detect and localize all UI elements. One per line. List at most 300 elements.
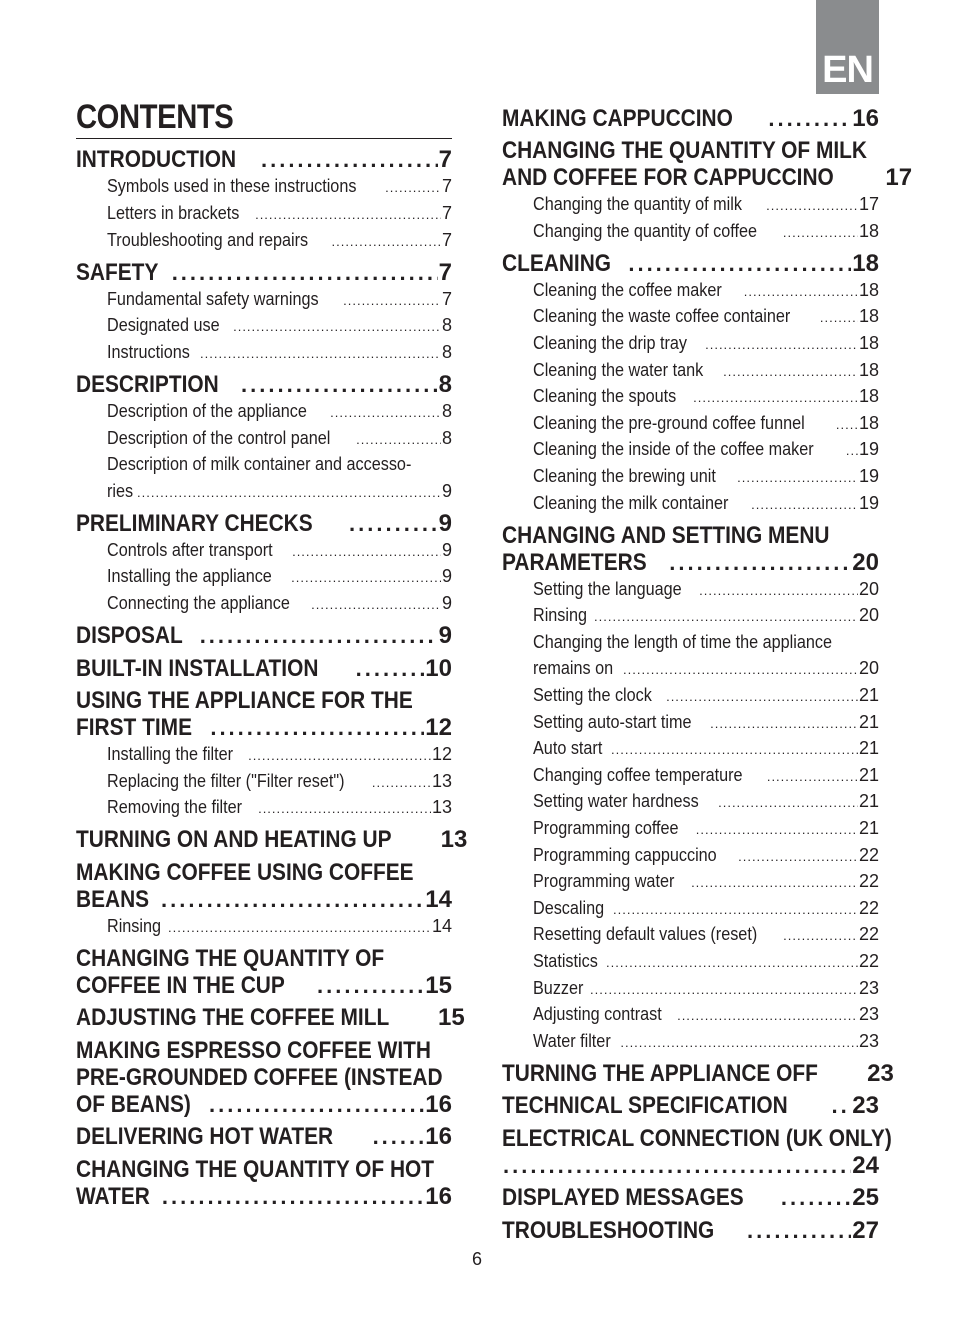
dot-leader: [666, 684, 858, 711]
toc-entry-line: [502, 137, 879, 164]
toc-entry-label: MAKING COFFEE USING COFFEE: [76, 858, 414, 886]
toc-page-number: 13: [440, 826, 468, 854]
toc-entry-line: [107, 451, 452, 478]
toc-entry-label: Setting the language: [533, 578, 682, 599]
toc-section: [502, 105, 879, 132]
toc-subsection: [502, 868, 879, 895]
toc-page-number: 18: [858, 306, 879, 327]
toc-entry-label: Description of the appliance: [107, 401, 307, 422]
toc-subsection: [502, 330, 879, 357]
toc-entry-label: Installing the filter: [107, 744, 234, 765]
dot-leader: [737, 465, 858, 492]
toc-page-number: 18: [858, 279, 879, 300]
dot-leader: [820, 305, 858, 332]
dot-leader: [311, 592, 441, 619]
toc-entry-line: [533, 490, 879, 517]
dot-leader: [233, 314, 441, 341]
toc-entry-label: Setting the clock: [533, 685, 652, 706]
dot-leader: [503, 1152, 851, 1179]
toc-entry-line: [533, 383, 879, 410]
toc-page-number: 16: [425, 1182, 452, 1210]
toc-subsection: [502, 815, 879, 842]
toc-entry-line: [533, 762, 879, 789]
toc-section: [76, 622, 452, 649]
toc-page-number: 27: [852, 1217, 879, 1244]
toc-entry-label: Symbols used in these instructions: [107, 176, 357, 197]
toc-page-number: 7: [441, 229, 452, 250]
toc-entry-label: Designated use: [107, 315, 220, 336]
dot-leader: [710, 711, 858, 738]
toc-entry-line: [107, 590, 452, 617]
toc-entry-line: [533, 735, 879, 762]
toc-section: [76, 1123, 452, 1150]
dot-leader: [744, 279, 858, 306]
toc-entry-line: [107, 312, 452, 339]
dot-leader: [705, 332, 858, 359]
toc-entry-label: Cleaning the brewing unit: [533, 465, 716, 486]
toc-page-number: 7: [441, 203, 452, 224]
toc-subsection: [502, 357, 879, 384]
dot-leader: [356, 655, 425, 682]
toc-entry-line: [533, 277, 879, 304]
dot-leader: [200, 622, 438, 649]
dot-leader: [693, 385, 858, 412]
toc-entry-label: Instructions: [107, 341, 190, 362]
toc-entry-line: [502, 1059, 894, 1087]
dot-leader: [723, 359, 858, 386]
dot-leader: [373, 1123, 425, 1150]
toc-left-column: [76, 141, 468, 1210]
toc-entry-label: DISPLAYED MESSAGES: [502, 1184, 744, 1212]
toc-page-number: 21: [858, 818, 879, 838]
toc-subsection: [502, 682, 879, 709]
toc-entry-label: CHANGING AND SETTING MENU: [502, 521, 830, 549]
dot-leader: [699, 578, 858, 605]
toc-page-number: 24: [852, 1151, 879, 1179]
dot-leader: [623, 657, 858, 684]
toc-page-number: 9: [441, 593, 452, 614]
toc-entry-line: [502, 250, 879, 277]
toc-entry-label: Descaling: [533, 897, 605, 918]
toc-entry-line: [502, 1092, 879, 1119]
toc-subsection: [502, 303, 879, 330]
toc-entry-label: COFFEE IN THE CUP: [76, 971, 285, 999]
toc-entry-line: [502, 1184, 879, 1211]
toc-page-number: 23: [858, 977, 879, 998]
toc-entry-label: BEANS: [76, 885, 150, 913]
dot-leader: [613, 897, 858, 924]
title-rule: [76, 138, 452, 139]
toc-entry-line: [107, 286, 452, 313]
toc-page-number: 7: [441, 176, 452, 197]
toc-entry-label: FIRST TIME: [76, 714, 192, 742]
toc-page-number: 15: [425, 971, 452, 999]
toc-entry-label: Rinsing: [533, 605, 588, 626]
toc-section: [502, 1092, 879, 1119]
dot-leader: [168, 915, 431, 942]
toc-entry-label: DISPOSAL: [76, 622, 183, 650]
toc-subsection: [76, 741, 452, 768]
toc-page-number: 18: [858, 359, 879, 380]
toc-page-number: 20: [852, 548, 879, 576]
toc-entry-line: [533, 948, 879, 975]
toc-entry-line: [76, 622, 452, 649]
toc-page-number: 16: [425, 1090, 452, 1118]
toc-entry-line: [107, 537, 452, 564]
toc-entry-label: USING THE APPLIANCE FOR THE: [76, 687, 413, 715]
toc-section: [502, 1184, 879, 1211]
toc-entry-label: Cleaning the spouts: [533, 386, 677, 407]
toc-entry-label: Programming coffee: [533, 818, 679, 838]
toc-page-number: 7: [441, 288, 452, 309]
toc-entry-label: Adjusting contrast: [533, 1004, 662, 1025]
dot-leader: [747, 1217, 851, 1244]
toc-section: [502, 1217, 879, 1244]
toc-entry-label: ries: [107, 480, 134, 501]
toc-subsection: [502, 383, 879, 410]
toc-entry-line: [533, 655, 879, 682]
toc-subsection: [76, 339, 452, 366]
page-title: CONTENTS: [76, 98, 234, 136]
dot-leader: [831, 1092, 851, 1119]
toc-entry-line: [533, 868, 879, 895]
toc-page-number: 22: [858, 844, 879, 865]
toc-entry-line: [107, 398, 452, 425]
dot-leader: [696, 817, 858, 844]
toc-page-number: 9: [438, 622, 452, 650]
toc-page-number: 17: [885, 164, 913, 192]
toc-entry-label: Changing the length of time the appliance: [533, 631, 833, 652]
toc-entry-line: [76, 1004, 465, 1032]
toc-section: [76, 655, 452, 682]
toc-entry-line: [533, 218, 879, 245]
toc-entry-line: [533, 1028, 879, 1055]
toc-section: [76, 1037, 452, 1118]
toc-entry-label: Cleaning the inside of the coffee maker: [533, 439, 814, 460]
toc-page-number: 21: [858, 711, 879, 732]
toc-page-number: 22: [858, 950, 879, 971]
toc-entry-line: [76, 1064, 452, 1091]
toc-entry-label: OF BEANS): [76, 1090, 191, 1118]
toc-page-number: 17: [858, 194, 879, 215]
toc-page-number: 21: [858, 738, 879, 759]
toc-subsection: [502, 576, 879, 603]
toc-entry-label: ELECTRICAL CONNECTION (UK ONLY): [502, 1124, 892, 1152]
toc-entry-line: [76, 1183, 452, 1210]
toc-subsection: [502, 463, 879, 490]
dot-leader: [261, 146, 438, 173]
toc-entry-label: WATER: [76, 1182, 150, 1210]
toc-entry-line: [502, 549, 879, 576]
toc-entry-line: [107, 563, 452, 590]
toc-entry-label: TROUBLESHOOTING: [502, 1217, 715, 1244]
toc-section: [76, 510, 452, 537]
dot-leader: [846, 438, 858, 465]
toc-subsection: [76, 312, 452, 339]
dot-leader: [620, 1030, 858, 1057]
toc-subsection: [502, 762, 879, 789]
toc-page-number: 23: [858, 1004, 879, 1025]
toc-entry-label: Buzzer: [533, 977, 584, 998]
toc-entry-label: Removing the filter: [107, 797, 243, 818]
toc-entry-line: [107, 768, 452, 795]
toc-entry-label: Fundamental safety warnings: [107, 288, 319, 309]
dot-leader: [691, 870, 858, 897]
toc-page-number: 9: [438, 509, 452, 537]
toc-page-number: 8: [438, 371, 452, 399]
toc-entry-line: [533, 410, 879, 437]
toc-section: [76, 259, 452, 286]
toc-section: [76, 1156, 452, 1210]
dot-leader: [241, 371, 438, 398]
toc-subsection: [76, 451, 452, 504]
toc-entry-label: TURNING THE APPLIANCE OFF: [502, 1059, 818, 1087]
toc-entry-label: DELIVERING HOT WATER: [76, 1123, 334, 1151]
toc-subsection: [502, 602, 879, 629]
toc-entry-label: CHANGING THE QUANTITY OF MILK: [502, 137, 868, 165]
toc-subsection: [502, 975, 879, 1002]
toc-entry-line: [76, 714, 452, 741]
toc-subsection: [502, 436, 879, 463]
toc-entry-label: CHANGING THE QUANTITY OF HOT: [76, 1155, 435, 1183]
toc-subsection: [76, 563, 452, 590]
toc-page-number: 8: [441, 401, 452, 422]
toc-subsection: [502, 895, 879, 922]
toc-entry-label: Changing the quantity of coffee: [533, 220, 757, 241]
toc-section: [76, 826, 468, 854]
toc-entry-label: Cleaning the water tank: [533, 359, 704, 380]
toc-entry-label: Replacing the filter ("Filter reset"): [107, 770, 345, 791]
toc-entry-label: Water filter: [533, 1030, 611, 1051]
toc-entry-line: [533, 191, 879, 218]
toc-entry-line: [533, 788, 879, 815]
toc-entry-line: [76, 1123, 452, 1150]
toc-entry-line: [107, 478, 452, 505]
toc-page-number: 7: [438, 258, 452, 286]
dot-leader: [200, 341, 441, 368]
dot-leader: [255, 202, 441, 229]
toc-entry-line: [533, 463, 879, 490]
toc-entry-label: MAKING ESPRESSO COFFEE WITH: [76, 1036, 431, 1064]
dot-leader: [594, 604, 858, 631]
toc-page-number: 23: [858, 1030, 879, 1051]
toc-page-number: 20: [858, 578, 879, 599]
toc-page-number: 14: [431, 915, 452, 936]
toc-page-number: 18: [852, 249, 879, 277]
toc-subsection: [502, 218, 879, 245]
toc-entry-line: [533, 1001, 879, 1028]
toc-subsection: [76, 913, 452, 940]
toc-subsection: [502, 629, 879, 682]
toc-entry-label: Setting water hardness: [533, 791, 699, 812]
toc-subsection: [502, 921, 879, 948]
toc-entry-label: TURNING ON AND HEATING UP: [76, 826, 392, 854]
dot-leader: [162, 1183, 424, 1210]
toc-entry-line: [533, 682, 879, 709]
toc-entry-label: Cleaning the drip tray: [533, 332, 687, 353]
toc-entry-label: CLEANING: [502, 249, 612, 277]
toc-subsection: [502, 1001, 879, 1028]
toc-page-number: 7: [438, 146, 452, 174]
dot-leader: [137, 480, 441, 507]
toc-page-number: 9: [441, 539, 452, 560]
dot-leader: [258, 796, 431, 823]
toc-entry-line: [533, 602, 879, 629]
toc-page-number: 15: [438, 1004, 465, 1032]
dot-leader: [781, 1184, 851, 1211]
toc-entry-label: Controls after transport: [107, 539, 273, 560]
toc-page-number: 22: [858, 897, 879, 918]
toc-entry-line: [502, 164, 913, 192]
toc-entry-line: [533, 576, 879, 603]
toc-entry-label: INTRODUCTION: [76, 146, 237, 174]
toc-page-number: 13: [431, 770, 452, 791]
toc-entry-label: Cleaning the coffee maker: [533, 279, 722, 300]
toc-section: [76, 859, 452, 913]
toc-section: [76, 1004, 465, 1032]
toc-page-number: 21: [858, 791, 879, 812]
toc-subsection: [502, 277, 879, 304]
toc-section: [502, 1059, 894, 1087]
toc-subsection: [502, 842, 879, 869]
dot-leader: [669, 549, 851, 576]
toc-entry-line: [533, 921, 879, 948]
toc-page-number: 20: [858, 605, 879, 626]
toc-entry-line: [502, 1217, 879, 1244]
toc-entry-label: AND COFFEE FOR CAPPUCCINO: [502, 164, 834, 192]
toc-entry-line: [76, 371, 452, 398]
toc-page-number: 16: [852, 104, 879, 132]
toc-entry-line: [533, 709, 879, 736]
toc-subsection: [76, 425, 452, 452]
toc-entry-line: [107, 425, 452, 452]
dot-leader: [331, 229, 441, 256]
toc-entry-line: [76, 826, 468, 854]
toc-entry-label: Cleaning the waste coffee container: [533, 306, 791, 327]
toc-entry-line: [76, 655, 452, 682]
toc-entry-line: [76, 972, 452, 999]
toc-entry-label: ADJUSTING THE COFFEE MILL: [76, 1004, 390, 1032]
dot-leader: [677, 1003, 858, 1030]
dot-leader: [590, 977, 858, 1004]
dot-leader: [606, 950, 858, 977]
toc-page-number: 25: [852, 1184, 879, 1212]
toc-page-number: 18: [858, 386, 879, 407]
toc-entry-label: TECHNICAL SPECIFICATION: [502, 1092, 788, 1120]
toc-entry-line: [76, 259, 452, 286]
toc-page-number: 23: [852, 1092, 879, 1120]
toc-entry-line: [502, 105, 879, 132]
dot-leader: [738, 844, 858, 871]
toc-section: [76, 687, 452, 741]
dot-leader: [248, 743, 431, 770]
toc-subsection: [502, 735, 879, 762]
toc-entry-label: PRELIMINARY CHECKS: [76, 509, 313, 537]
toc-subsection: [76, 398, 452, 425]
toc-subsection: [76, 173, 452, 200]
dot-leader: [330, 400, 441, 427]
toc-page-number: 19: [858, 439, 879, 460]
dot-leader: [767, 764, 858, 791]
dot-leader: [291, 565, 441, 592]
toc-entry-label: DESCRIPTION: [76, 371, 219, 399]
toc-entry-line: [107, 173, 452, 200]
language-tab: EN: [816, 0, 879, 94]
toc-entry-line: [502, 1124, 892, 1152]
toc-page-number: 8: [441, 341, 452, 362]
toc-entry-line: [76, 859, 452, 886]
toc-section: [502, 250, 879, 277]
toc-section: [76, 146, 452, 173]
toc-page-number: 18: [858, 412, 879, 433]
dot-leader: [783, 220, 858, 247]
toc-entry-line: [76, 510, 452, 537]
toc-page-number: 16: [425, 1123, 452, 1151]
toc-subsection: [502, 410, 879, 437]
toc-section: [76, 371, 452, 398]
toc-entry-label: Cleaning the pre-ground coffee funnel: [533, 412, 805, 433]
toc-entry-label: SAFETY: [76, 258, 159, 286]
toc-entry-line: [107, 227, 452, 254]
toc-subsection: [502, 948, 879, 975]
toc-entry-line: [76, 1091, 452, 1118]
toc-subsection: [76, 227, 452, 254]
toc-page-number: 12: [431, 744, 452, 765]
toc-page-number: 23: [867, 1059, 894, 1087]
toc-page-number: 22: [858, 924, 879, 945]
toc-entry-line: [533, 303, 879, 330]
toc-entry-label: Troubleshooting and repairs: [107, 229, 309, 250]
dot-leader: [766, 193, 858, 220]
toc-page-number: 9: [441, 480, 452, 501]
toc-subsection: [502, 788, 879, 815]
dot-leader: [718, 790, 858, 817]
toc-entry-label: Installing the appliance: [107, 566, 272, 587]
toc-entry-label: Letters in brackets: [107, 203, 240, 224]
dot-leader: [611, 737, 858, 764]
toc-entry-label: Changing the quantity of milk: [533, 194, 742, 215]
toc-right-column: [502, 99, 913, 1244]
toc-page-number: 14: [425, 885, 452, 913]
toc-page-number: 10: [425, 654, 452, 682]
toc-entry-label: Description of milk container and accesso-: [107, 454, 412, 475]
toc-entry-label: BUILT-IN INSTALLATION: [76, 654, 319, 682]
toc-entry-line: [76, 146, 452, 173]
toc-entry-label: Connecting the appliance: [107, 593, 290, 614]
toc-subsection: [502, 490, 879, 517]
toc-subsection: [76, 768, 452, 795]
toc-entry-line: [107, 200, 452, 227]
toc-entry-line: [76, 945, 452, 972]
toc-page-number: 19: [858, 492, 879, 513]
toc-entry-label: Statistics: [533, 950, 598, 971]
dot-leader: [209, 1091, 424, 1118]
toc-page-number: 8: [441, 427, 452, 448]
toc-page-number: 18: [858, 220, 879, 241]
toc-entry-line: [533, 895, 879, 922]
toc-entry-label: Changing coffee temperature: [533, 764, 743, 785]
toc-entry-line: [107, 339, 452, 366]
toc-subsection: [76, 794, 452, 821]
toc-entry-line: [533, 629, 879, 656]
toc-page-number: 8: [441, 315, 452, 336]
toc-entry-label: Cleaning the milk container: [533, 492, 729, 513]
toc-entry-label: PRE-GROUNDED COFFEE (INSTEAD: [76, 1063, 443, 1091]
dot-leader: [751, 492, 858, 519]
toc-entry-label: Programming cappuccino: [533, 844, 717, 865]
dot-leader: [172, 259, 438, 286]
toc-section: [502, 137, 913, 192]
